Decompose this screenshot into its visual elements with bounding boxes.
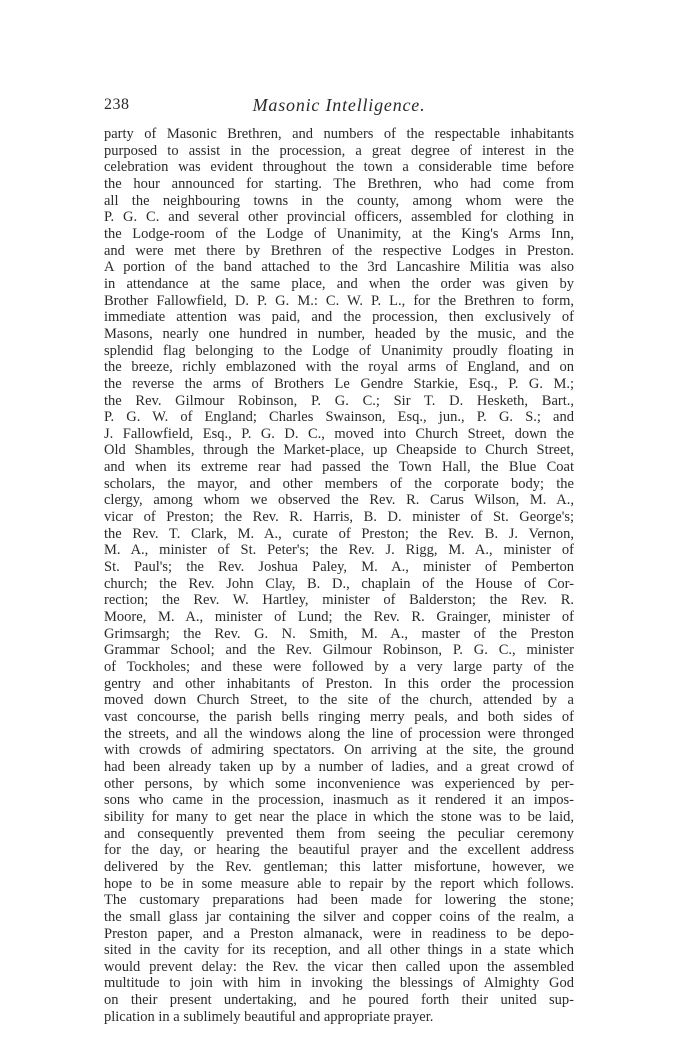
text-line: the breeze, richly emblazoned with the royal arms of England, and on bbox=[104, 359, 574, 376]
text-line: scholars, the mayor, and other members of the corporate body; the bbox=[104, 475, 574, 492]
text-line: Old Shambles, through the Market-place, up Cheapside to Church Street, bbox=[104, 442, 574, 459]
text-line: with crowds of admiring spectators. On arriving at the site, the ground bbox=[104, 742, 574, 759]
text-line: the Rev. T. Clark, M. A., curate of Preston; the Rev. B. J. Vernon, bbox=[104, 525, 574, 542]
text-line: would prevent delay: the Rev. the vicar then called upon the assembled bbox=[104, 958, 574, 975]
text-line: had been already taken up by a number of ladies, and a great crowd of bbox=[104, 758, 574, 775]
page-number: 238 bbox=[104, 96, 130, 113]
text-line: clergy, among whom we observed the Rev. R. Carus Wilson, M. A., bbox=[104, 492, 574, 509]
text-line: and consequently prevented them from seeing the peculiar ceremony bbox=[104, 825, 574, 842]
text-line: P. G. C. and several other provincial officers, assembled for clothing in bbox=[104, 209, 574, 226]
text-line: sons who came in the procession, inasmuch as it rendered it an impos- bbox=[104, 792, 574, 809]
text-line: of Tockholes; and these were followed by a very large party of the bbox=[104, 659, 574, 675]
text-line: delivered by the Rev. gentleman; this latter misfortune, however, we bbox=[104, 858, 574, 875]
text-line: hope to be in some measure able to repair by the report which follows. bbox=[104, 875, 574, 892]
text-line: and were met there by Brethren of the respective Lodges in Preston. bbox=[104, 242, 574, 259]
text-line: church; the Rev. John Clay, B. D., chaplain of the House of Cor- bbox=[104, 575, 574, 592]
text-line: on their present undertaking, and he poured forth their united sup- bbox=[104, 992, 574, 1009]
text-line: J. Fallowfield, Esq., P. G. D. C., moved into Church Street, down the bbox=[104, 425, 574, 442]
text-line: M. A., minister of St. Peter's; the Rev. J. Rigg, M. A., minister of bbox=[104, 542, 574, 559]
text-line: Masons, nearly one hundred in number, headed by the music, and the bbox=[104, 325, 574, 342]
text-line: Moore, M. A., minister of Lund; the Rev. R. Grainger, minister of bbox=[104, 609, 574, 626]
text-line: rection; the Rev. W. Hartley, minister of Balderston; the Rev. R. bbox=[104, 592, 574, 609]
text-line: celebration was evident throughout the town a considerable time before bbox=[104, 159, 574, 176]
book-page bbox=[104, 96, 574, 1025]
text-line: P. G. W. of England; Charles Swainson, Esq., jun., P. G. S.; and bbox=[104, 409, 574, 426]
text-line: for the day, or hearing the beautiful prayer and the excellent address bbox=[104, 842, 574, 859]
text-line: A portion of the band attached to the 3rd Lancashire Militia was also bbox=[104, 259, 574, 276]
text-line: vast concourse, the parish bells ringing merry peals, and both sides of bbox=[104, 708, 574, 725]
text-line: sited in the cavity for its reception, and all other things in a state which bbox=[104, 942, 574, 959]
text-line: The customary preparations had been made for lowering the stone; bbox=[104, 892, 574, 909]
text-line: in attendance at the same place, and when the order was given by bbox=[104, 275, 574, 292]
text-line: the hour announced for starting. The Brethren, who had come from bbox=[104, 175, 574, 192]
text-line: sibility for many to get near the place in which the stone was to be laid, bbox=[104, 808, 574, 825]
text-line: purposed to assist in the procession, a great degree of interest in the bbox=[104, 142, 574, 159]
text-line: moved down Church Street, to the site of the church, attended by a bbox=[104, 692, 574, 709]
text-line: Grammar School; and the Rev. Gilmour Robinson, P. G. C., minister bbox=[104, 642, 574, 659]
text-line: Grimsargh; the Rev. G. N. Smith, M. A., master of the Preston bbox=[104, 625, 574, 642]
text-line: all the neighbouring towns in the county, among whom were the bbox=[104, 192, 574, 209]
text-line: the small glass jar containing the silver and copper coins of the realm, a bbox=[104, 908, 574, 925]
text-line: vicar of Preston; the Rev. R. Harris, B. D. minister of St. George's; bbox=[104, 509, 574, 526]
text-line: Brother Fallowfield, D. P. G. M.: C. W. P. L., for the Brethren to form, bbox=[104, 292, 574, 309]
text-line: splendid flag belonging to the Lodge of Unanimity proudly floating in bbox=[104, 342, 574, 359]
text-line: immediate attention was paid, and the procession, then exclusively of bbox=[104, 309, 574, 326]
body-text bbox=[104, 126, 574, 1025]
text-line: multitude to join with him in invoking the blessings of Almighty God bbox=[104, 975, 574, 992]
text-line: the reverse the arms of Brothers Le Gendre Starkie, Esq., P. G. M.; bbox=[104, 375, 574, 392]
text-line: other persons, by which some inconvenience was experienced by per- bbox=[104, 775, 574, 792]
page-header bbox=[104, 96, 574, 120]
text-line: party of Masonic Brethren, and numbers of the respectable inhabitants bbox=[104, 126, 574, 142]
text-line: gentry and other inhabitants of Preston. In this order the procession bbox=[104, 675, 574, 692]
text-line: St. Paul's; the Rev. Joshua Paley, M. A., minister of Pemberton bbox=[104, 559, 574, 576]
text-line: the streets, and all the windows along the line of procession were thronged bbox=[104, 725, 574, 742]
text-line: the Lodge-room of the Lodge of Unanimity, at the King's Arms Inn, bbox=[104, 225, 574, 242]
text-line: and when its extreme rear had passed the Town Hall, the Blue Coat bbox=[104, 459, 574, 476]
text-line: Preston paper, and a Preston almanack, were in readiness to be depo- bbox=[104, 925, 574, 942]
text-line: plication in a sublimely beautiful and appropriate prayer. bbox=[104, 1008, 434, 1025]
running-head: Masonic Intelligence. bbox=[252, 95, 426, 115]
text-line: the Rev. Gilmour Robinson, P. G. C.; Sir T. D. Hesketh, Bart., bbox=[104, 392, 574, 409]
